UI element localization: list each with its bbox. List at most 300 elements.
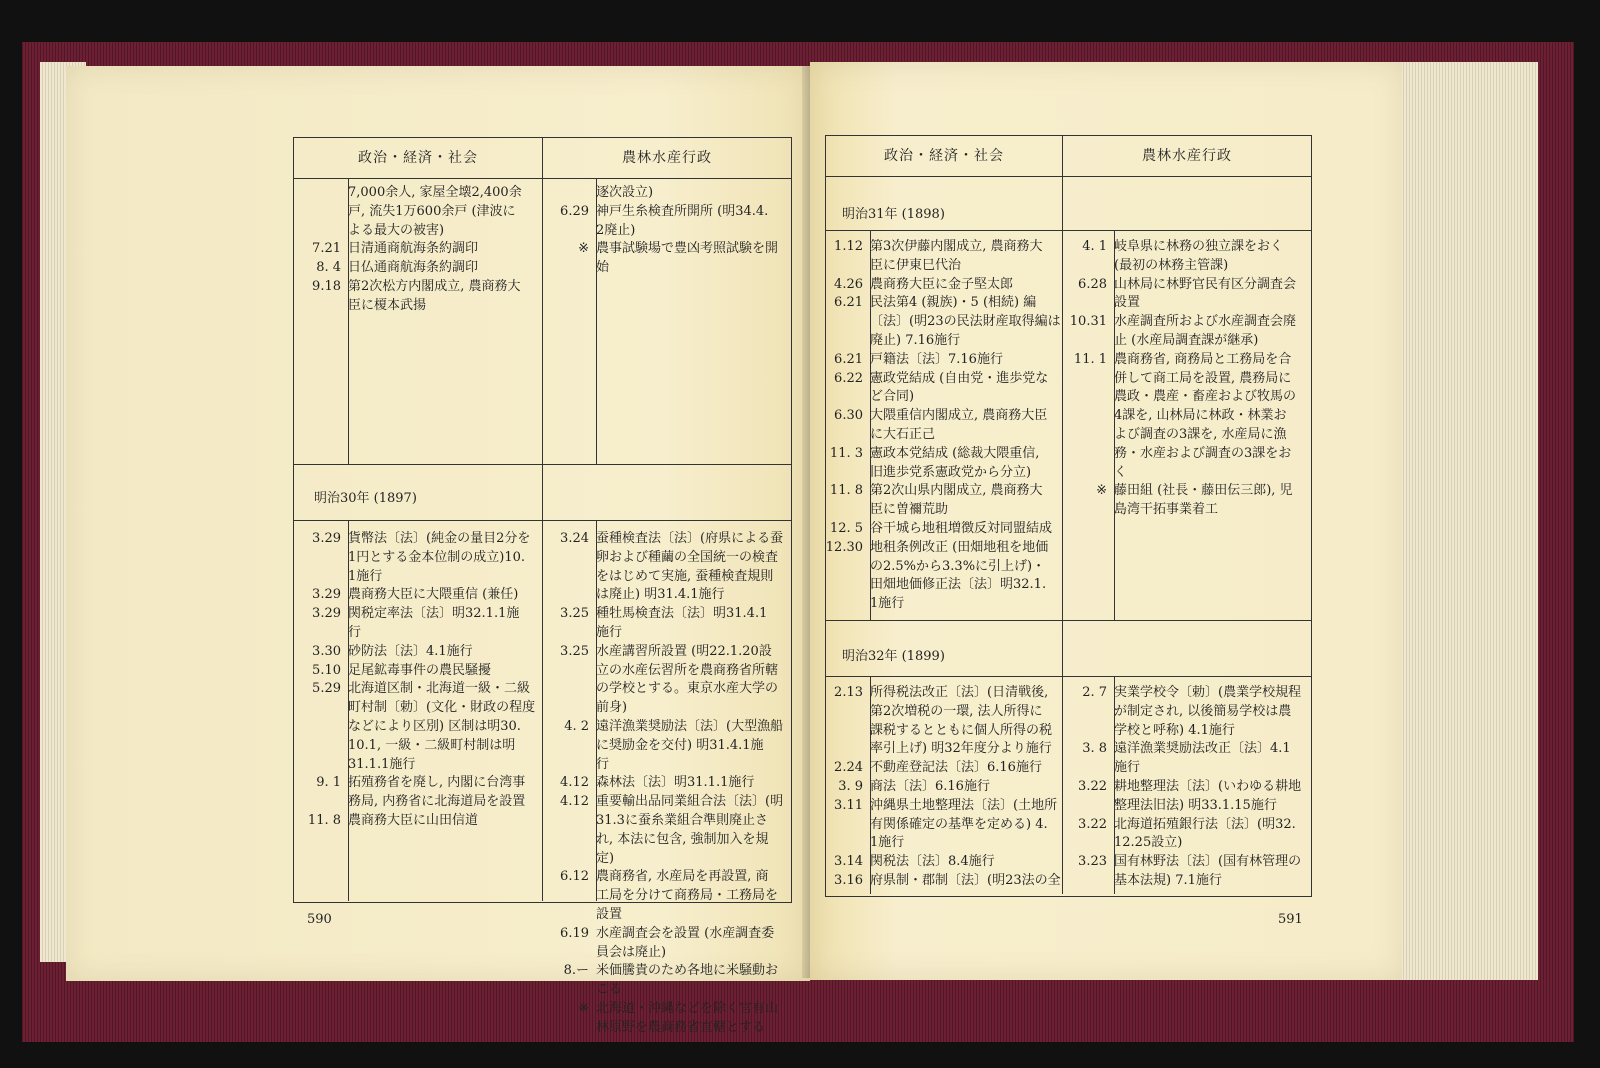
entry-text: 卵および種繭の全国統一の検査 [596, 549, 779, 565]
chronology-entry [816, 759, 1062, 778]
entry-text: 第2次山県内閣成立, 農商務大 [870, 483, 1043, 499]
entry-date: 12. 5 [829, 520, 863, 536]
entry-date [294, 568, 348, 587]
entry-text: 施行 [1114, 760, 1141, 776]
entry-text: 1施行 [348, 568, 383, 584]
header-politics-economy-society: 政治・経済・社会 [358, 150, 478, 166]
chronology-entry [816, 778, 1062, 797]
entry-date [294, 793, 348, 812]
chronology-entry [816, 370, 1062, 408]
entry-text: 併して商工局を設置, 農務局に [1114, 370, 1292, 386]
entry-text: 31.1.1施行 [348, 756, 416, 772]
entry-date [816, 834, 870, 853]
entry-date [816, 740, 870, 759]
entry-date [816, 313, 870, 332]
entry-date: 3. 8 [1082, 741, 1107, 757]
entry-date: 6.22 [834, 370, 863, 386]
chronology-entry [816, 539, 1062, 614]
year-heading: 明治30年 (1897) [314, 491, 417, 506]
entry-date: 3.29 [312, 587, 341, 603]
entry-date [542, 568, 596, 587]
entry-date: ※ [1096, 483, 1107, 499]
entry-text: 廃止) 7.16施行 [870, 332, 961, 348]
table-header [826, 136, 1311, 177]
chronology-entry [294, 774, 540, 812]
entry-date [816, 501, 870, 520]
entry-date [542, 624, 596, 643]
entry-text: 関税定率法〔法〕明32.1.1施 [348, 606, 520, 622]
chronology-entry [816, 520, 1062, 539]
entry-text: 種牡馬検査法〔法〕明31.4.1 [596, 606, 768, 622]
right-section1-agriculture [1062, 238, 1310, 520]
entry-date [542, 812, 596, 831]
entry-date [542, 259, 596, 278]
entry-date [542, 680, 596, 699]
entry-text: 水産講習所設置 (明22.1.20設 [596, 643, 772, 659]
right-section2-politics [816, 684, 1062, 891]
entry-text: 第3次伊藤内閣成立, 農商務大 [870, 239, 1043, 254]
entry-date: 6.21 [834, 295, 863, 311]
entry-text: の2.5%から3.3%に引上げ)・ [870, 558, 1046, 574]
entry-date [1062, 834, 1114, 853]
entry-date [542, 850, 596, 869]
entry-date: 5.10 [312, 662, 341, 678]
entry-date [816, 558, 870, 577]
left-section1-politics [294, 184, 540, 316]
chronology-entry [542, 718, 790, 774]
entry-text: 憲政党結成 (自由党・進歩党な [870, 370, 1049, 386]
entry-text: 国有林野法〔法〕(国有林管理の [1114, 854, 1302, 870]
page-number-left: 590 [307, 912, 332, 927]
entry-date [1062, 872, 1114, 891]
entry-text: 大隈重信内閣成立, 農商務大臣 [870, 408, 1048, 424]
entry-text: 設置 [596, 906, 623, 922]
entry-text: は廃止) 明31.4.1施行 [596, 587, 725, 603]
entry-date: 2.24 [834, 760, 863, 776]
entry-date [294, 699, 348, 718]
entry-date: 6.12 [560, 869, 589, 885]
entry-date [816, 464, 870, 483]
entry-date: 6.30 [834, 408, 863, 424]
chronology-entry [294, 680, 540, 774]
chronology-entry [294, 240, 540, 259]
entry-date [542, 756, 596, 775]
year-divider [826, 620, 1311, 621]
entry-text: (最初の林務主管課) [1114, 257, 1229, 273]
right-chronology-table [825, 135, 1312, 897]
entry-date: 3.30 [312, 643, 341, 659]
entry-text: 関税法〔法〕8.4施行 [870, 854, 995, 870]
entry-text: よる最大の被害) [348, 222, 445, 238]
entry-text: 町村制〔勅〕(文化・財政の程度 [348, 700, 536, 716]
chronology-entry [1062, 276, 1310, 314]
entry-date: 6.21 [834, 351, 863, 367]
entry-date: 2. 7 [1082, 685, 1107, 700]
entry-text: 臣に榎本武揚 [348, 297, 427, 313]
entry-date [1062, 426, 1114, 445]
entry-text: 岐阜県に林務の独立課をおく [1114, 239, 1284, 254]
chronology-entry [1062, 684, 1310, 740]
header-agriculture-forestry-fisheries: 農林水産行政 [622, 150, 712, 166]
entry-text: 憲政本党結成 (総裁大隈重信, [870, 445, 1040, 461]
chronology-entry [816, 482, 1062, 520]
entry-text: 止 (水産局調査課が継承) [1114, 332, 1259, 348]
chronology-entry [816, 684, 1062, 759]
entry-text: 遠洋漁業奨励法〔法〕(大型漁船 [596, 718, 784, 734]
chronology-entry [542, 203, 790, 241]
entry-date: 4.12 [560, 794, 589, 810]
chronology-entry [1062, 313, 1310, 351]
entry-text: ど合同) [870, 389, 915, 405]
entry-text: 定) [596, 850, 615, 866]
entry-date [1062, 388, 1114, 407]
chronology-entry [542, 530, 790, 605]
entry-date: 4. 2 [564, 718, 589, 734]
entry-date [1062, 797, 1114, 816]
entry-date: ※ [578, 241, 589, 257]
entry-text: 第2次増税の一環, 法人所得に [870, 703, 1043, 719]
chronology-entry [542, 925, 790, 963]
entry-text: の学校とする。東京水産大学の [596, 681, 779, 697]
entry-date [1062, 294, 1114, 313]
entry-text: 北海道区制・北海道一級・二級 [348, 681, 531, 697]
entry-text: 立の水産伝習所を農商務省所轄 [596, 662, 779, 678]
entry-date [1062, 445, 1114, 464]
chronology-entry [542, 793, 790, 868]
entry-text: 北海道拓殖銀行法〔法〕(明32. [1114, 816, 1296, 832]
chronology-entry [816, 276, 1062, 295]
entry-text: 第2次松方内閣成立, 農商務大 [348, 278, 521, 294]
entry-date [816, 257, 870, 276]
right-section1-politics [816, 238, 1062, 614]
entry-text: 日清通商航海条約調印 [348, 241, 479, 257]
entry-date [542, 981, 596, 1000]
entry-text: 蚕種検査法〔法〕(府県による蚕 [596, 531, 784, 546]
entry-text: 1施行 [870, 835, 905, 851]
entry-date [294, 297, 348, 316]
chronology-entry [1062, 351, 1310, 483]
entry-date [294, 203, 348, 222]
entry-date [1062, 722, 1114, 741]
entry-text: 水産調査会を設置 (水産調査委 [596, 925, 775, 941]
entry-date: 11. 8 [829, 483, 863, 499]
entry-text: 谷干城ら地租増徴反対同盟結成 [870, 520, 1053, 536]
entry-date [1062, 370, 1114, 389]
header-agriculture-forestry-fisheries: 農林水産行政 [1142, 148, 1232, 164]
entry-date [542, 699, 596, 718]
entry-text: 島湾干拓事業着工 [1114, 502, 1219, 518]
entry-text: 工局を分けて商務局・工務局を [596, 888, 779, 904]
chronology-entry [542, 184, 790, 203]
year-heading: 明治32年 (1899) [842, 649, 945, 664]
chronology-entry [816, 797, 1062, 853]
entry-text: 行 [348, 624, 362, 640]
entry-text: 務局, 内務省に北海道局を設置 [348, 794, 526, 810]
entry-date: 3.11 [834, 797, 863, 813]
entry-text: 府県制・郡制〔法〕(明23法の全 [870, 872, 1061, 888]
entry-text: に奨励金を交付) 明31.4.1施 [596, 737, 764, 753]
entry-text: 有関係確定の基準を定める) 4. [870, 816, 1048, 832]
chronology-entry [542, 774, 790, 793]
year-divider [826, 676, 1311, 677]
chronology-entry [542, 868, 790, 924]
entry-text: 始 [596, 260, 610, 276]
entry-text: 水産調査所および水産調査会廃 [1114, 314, 1297, 330]
entry-text: 足尾鉱毒事件の農民騒擾 [348, 662, 492, 678]
entry-text: 地租条例改正 (田畑地租を地価 [870, 539, 1049, 555]
entry-text: 農商務省, 商務局と工務局を合 [1114, 351, 1292, 367]
entry-text: 北海道・沖縄などを除く官有山 [596, 1000, 779, 1016]
entry-text: よび調査の3課を, 水産局に漁 [1114, 426, 1287, 442]
entry-date [542, 906, 596, 925]
chronology-entry [542, 1000, 790, 1038]
chronology-entry [1062, 740, 1310, 778]
entry-text: 沖縄県土地整理法〔法〕(土地所 [870, 797, 1058, 813]
entry-text: 森林法〔法〕明31.1.1施行 [596, 775, 755, 791]
entry-date: 6.29 [560, 203, 589, 219]
entry-text: 員会は廃止) [596, 944, 667, 960]
chronology-entry [1062, 238, 1310, 276]
year-heading: 明治31年 (1898) [842, 207, 945, 222]
entry-date: 3.16 [834, 872, 863, 888]
entry-text: 4課を, 山林局に林政・林業お [1114, 408, 1287, 424]
entry-text: 藤田組 (社長・藤田伝三郎), 児 [1114, 483, 1293, 499]
entry-date [294, 184, 348, 203]
entry-text: く [1114, 464, 1128, 480]
entry-text: 2廃止) [596, 222, 636, 238]
entry-text: 戸, 流失1万600余戸 (津波に [348, 203, 516, 219]
entry-date [542, 184, 596, 203]
entry-text: 民法第4 (親族)・5 (相続) 編 [870, 295, 1037, 311]
entry-date: 3.24 [560, 531, 589, 546]
entry-date: 11. 8 [307, 812, 341, 828]
chronology-entry [816, 407, 1062, 445]
left-section2-politics [294, 530, 540, 831]
entry-text: 農商務大臣に山田信道 [348, 812, 479, 828]
chronology-entry [294, 184, 540, 240]
entry-text: 1施行 [870, 596, 905, 612]
header-politics-economy-society: 政治・経済・社会 [884, 148, 1004, 164]
entry-date: 3.25 [560, 606, 589, 622]
entry-date [816, 703, 870, 722]
entry-date: 4.26 [834, 276, 863, 292]
entry-date [1062, 464, 1114, 483]
entry-date: 3.29 [312, 531, 341, 546]
entry-text: 砂防法〔法〕4.1施行 [348, 643, 473, 659]
entry-date [294, 718, 348, 737]
entry-text: 山林局に林野官民有区分調査会 [1114, 276, 1297, 292]
chronology-entry [294, 643, 540, 662]
entry-text: 設置 [1114, 295, 1141, 311]
entry-date: 3. 9 [838, 778, 863, 794]
entry-date [542, 831, 596, 850]
entry-date [542, 1019, 596, 1038]
entry-date: 3.29 [312, 606, 341, 622]
entry-text: 林原野を農商務省直轄とする [596, 1019, 766, 1035]
left-section1-agriculture [542, 184, 790, 278]
entry-date [1062, 257, 1114, 276]
entry-date: 6.19 [560, 925, 589, 941]
entry-date [294, 737, 348, 756]
entry-date: 4.12 [560, 775, 589, 791]
entry-text: 12.25設立) [1114, 835, 1183, 851]
chronology-entry [542, 605, 790, 643]
chronology-entry [1062, 482, 1310, 520]
entry-date [542, 222, 596, 241]
entry-date [1062, 759, 1114, 778]
entry-date: 6.28 [1078, 276, 1107, 292]
entry-date: 9.18 [312, 278, 341, 294]
entry-text: 〔法〕(明23の民法財産取得編は [870, 314, 1061, 330]
entry-text: 農政・農産・畜産および牧馬の [1114, 389, 1297, 405]
entry-date [294, 222, 348, 241]
entry-date [542, 549, 596, 568]
chronology-entry [542, 240, 790, 278]
entry-text: 重要輸出品同業組合法〔法〕(明 [596, 794, 784, 810]
chronology-entry [294, 812, 540, 831]
entry-date [294, 549, 348, 568]
entry-text: 所得税法改正〔法〕(日清戦後, [870, 685, 1049, 700]
entry-text: 日仏通商航海条約調印 [348, 260, 479, 276]
chronology-entry [816, 445, 1062, 483]
entry-text: 農事試験場で豊凶考照試験を開 [596, 241, 779, 257]
entry-date: 2.13 [834, 685, 863, 700]
entry-text: 臣に曽禰荒助 [870, 502, 949, 518]
right-section2-agriculture [1062, 684, 1310, 891]
entry-date: 3.22 [1078, 816, 1107, 832]
entry-date: 10.31 [1069, 314, 1107, 330]
page-edges-right [1380, 62, 1538, 980]
entry-date: 7.21 [312, 241, 341, 257]
entry-text: 課税するとともに個人所得の税 [870, 722, 1053, 738]
entry-date [816, 332, 870, 351]
chronology-entry [294, 605, 540, 643]
entry-text: 31.3に蚕糸業組合準則廃止さ [596, 812, 768, 828]
entry-date [816, 388, 870, 407]
entry-text: が制定され, 以後簡易学校は農 [1114, 703, 1292, 719]
entry-date: ※ [578, 1000, 589, 1016]
entry-date [816, 722, 870, 741]
entry-text: 農商務大臣に大隈重信 (兼任) [348, 587, 519, 603]
entry-text: 務・水産および調査の3課をお [1114, 445, 1292, 461]
chronology-entry [1062, 853, 1310, 891]
entry-text: 学校と呼称) 4.1施行 [1114, 722, 1235, 738]
entry-text: 行 [596, 756, 610, 772]
entry-text: 逐次設立) [596, 185, 654, 200]
entry-date: 11. 1 [1073, 351, 1107, 367]
entry-text: 施行 [596, 624, 623, 640]
entry-text: 貨幣法〔法〕(純金の量目2分を [348, 531, 531, 546]
entry-text: 戸籍法〔法〕7.16施行 [870, 351, 1003, 367]
left-section2-agriculture [542, 530, 790, 1038]
entry-text: 拓殖務省を廃し, 内閣に台湾事 [348, 775, 526, 791]
entry-date [542, 586, 596, 605]
entry-date [542, 944, 596, 963]
entry-date: 1.12 [834, 239, 863, 254]
entry-date: 3.22 [1078, 778, 1107, 794]
entry-date [542, 737, 596, 756]
entry-date [294, 624, 348, 643]
entry-date: 9. 1 [316, 775, 341, 791]
entry-text: 整理法旧法) 明33.1.15施行 [1114, 797, 1277, 813]
chronology-entry [1062, 778, 1310, 816]
entry-date [816, 595, 870, 614]
chronology-entry [816, 351, 1062, 370]
entry-date [1062, 332, 1114, 351]
entry-text: 10.1, 一級・二級町村制は明 [348, 737, 516, 753]
entry-date: 8. 4 [316, 260, 341, 276]
entry-text: 農商務大臣に金子堅太郎 [870, 276, 1014, 292]
year-divider [826, 176, 1311, 177]
chronology-entry [1062, 816, 1310, 854]
entry-text: 不動産登記法〔法〕6.16施行 [870, 760, 1042, 776]
entry-text: 基本法規) 7.1施行 [1114, 872, 1222, 888]
chronology-entry [816, 872, 1062, 891]
entry-date: 3.14 [834, 854, 863, 870]
page-number-right: 591 [1278, 912, 1303, 927]
entry-text: 実業学校令〔勅〕(農業学校規程 [1114, 685, 1302, 700]
entry-text: 田畑地価修正法〔法〕明32.1. [870, 577, 1047, 593]
entry-text: れ, 本法に包含, 強制加入を規 [596, 831, 769, 847]
entry-date: 12.30 [825, 539, 863, 555]
entry-text: 農商務省, 水産局を再設置, 商 [596, 869, 769, 885]
entry-text: 1円とする金本位制の成立)10. [348, 549, 526, 565]
chronology-entry [294, 259, 540, 278]
entry-text: 臣に伊東巳代治 [870, 257, 962, 273]
entry-date [542, 662, 596, 681]
entry-text: 前身) [596, 700, 628, 716]
chronology-entry [816, 294, 1062, 350]
entry-text: をはじめて実施, 蚕種検査規則 [596, 568, 774, 584]
entry-date: 4. 1 [1082, 239, 1107, 254]
entry-date: 3.23 [1078, 854, 1107, 870]
entry-date [816, 426, 870, 445]
chronology-entry [294, 530, 540, 586]
entry-date [1062, 703, 1114, 722]
chronology-entry [816, 238, 1062, 276]
entry-text: 耕地整理法〔法〕(いわゆる耕地 [1114, 778, 1302, 794]
chronology-entry [294, 278, 540, 316]
entry-text: に大石正己 [870, 426, 936, 442]
entry-date [542, 887, 596, 906]
entry-text: 旧進歩党系憲政党から分立) [870, 464, 1032, 480]
entry-text: などにより区別) 区制は明30. [348, 718, 521, 734]
entry-text: 米価騰貴のため各地に米騒動お [596, 963, 779, 979]
entry-text: こる [596, 982, 623, 998]
chronology-entry [294, 662, 540, 681]
entry-date: 5.29 [312, 681, 341, 697]
entry-text: 7,000余人, 家屋全壊2,400余 [348, 185, 522, 200]
entry-text: 率引上げ) 明32年度分より施行 [870, 741, 1052, 757]
entry-date [816, 816, 870, 835]
year-divider [826, 230, 1311, 231]
entry-date: 3.25 [560, 643, 589, 659]
entry-date: 11. 3 [829, 445, 863, 461]
entry-date [1062, 501, 1114, 520]
year-divider [294, 464, 791, 465]
entry-date [816, 576, 870, 595]
year-divider [294, 520, 791, 521]
chronology-entry [542, 643, 790, 718]
chronology-entry [542, 962, 790, 1000]
chronology-entry [294, 586, 540, 605]
entry-text: 神戸生糸検査所開所 (明34.4. [596, 203, 769, 219]
entry-text: 商法〔法〕6.16施行 [870, 778, 990, 794]
entry-date [294, 756, 348, 775]
entry-date [1062, 407, 1114, 426]
entry-text: 遠洋漁業奨励法改正〔法〕4.1 [1114, 741, 1291, 757]
chronology-entry [816, 853, 1062, 872]
